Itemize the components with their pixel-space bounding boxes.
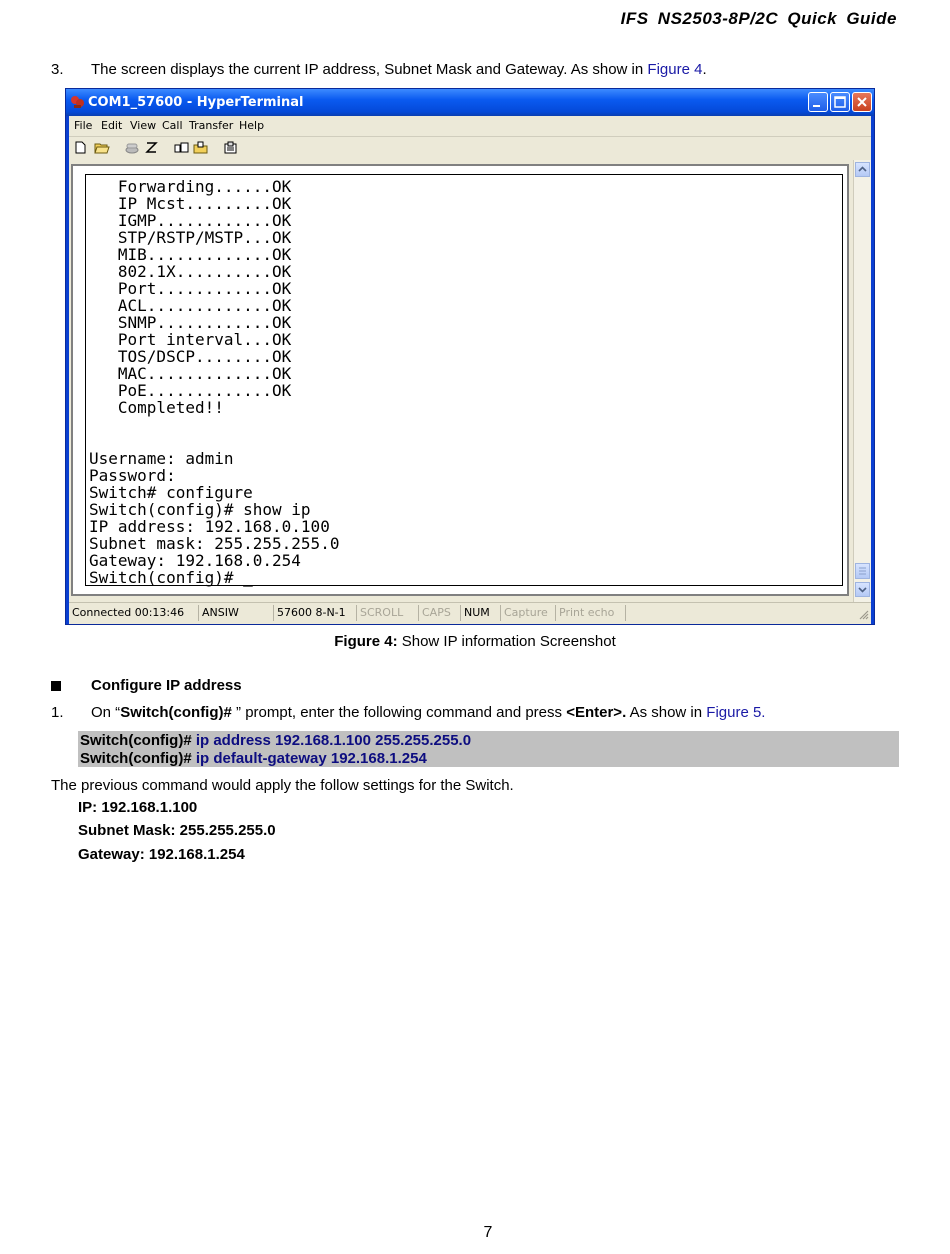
menu-file[interactable]: File — [74, 119, 93, 132]
scroll-thumb[interactable] — [855, 563, 870, 579]
figure-5-link[interactable]: Figure 5. — [706, 704, 766, 721]
menu-edit[interactable]: Edit — [101, 119, 123, 132]
maximize-button[interactable] — [830, 92, 850, 112]
terminal-screen[interactable] — [71, 164, 849, 596]
step-3-text: The screen displays the current IP address, Subnet Mask and Gateway. As show in — [91, 61, 648, 78]
scroll-down-button[interactable] — [855, 582, 870, 597]
status-print-echo: Print echo — [556, 605, 626, 621]
hyperterminal-window — [65, 88, 875, 625]
step-text — [91, 704, 765, 721]
step-number: 3. — [51, 61, 64, 78]
close-icon — [853, 93, 871, 111]
window-title: COM1_57600 - HyperTerminal — [88, 95, 304, 110]
properties-icon[interactable] — [223, 141, 239, 154]
bullet-square-icon — [51, 681, 61, 691]
status-bar — [69, 602, 871, 624]
page-number: 7 — [483, 1224, 493, 1241]
caption-text: Show IP information Screenshot — [397, 633, 616, 650]
step-3-period: . — [702, 61, 707, 78]
status-capture: Capture — [501, 605, 556, 621]
command-text: ip default-gateway 192.168.1.254 — [191, 750, 427, 767]
terminal-client-area — [69, 160, 871, 602]
menu-bar — [69, 116, 871, 136]
menu-view[interactable]: View — [130, 119, 157, 132]
step-text — [91, 61, 707, 78]
command-line — [80, 750, 427, 767]
step-1-post: As show in — [626, 704, 707, 721]
send-icon[interactable] — [174, 141, 190, 154]
status-port-settings: 57600 8-N-1 — [274, 605, 357, 621]
new-connection-icon[interactable] — [74, 141, 87, 154]
minimize-icon — [809, 93, 827, 111]
menu-call[interactable]: Call — [162, 119, 183, 132]
terminal-output: Forwarding......OK IP Mcst.........OK IGMP............OK STP/RSTP/MSTP...OK MIB.............OK 802.1X..........OK Port............OK ACL.............OK SNMP............OK Port interval...OK TOS/DSCP........OK MAC.............OK PoE.............OK Completed!! Username: admin Password: Switch# configure Switch(config)# show ip IP address: 192.168.0.100 Subnet mask: 255.255.255.0 Gateway: 192.168.0.254 Switch(config)# _ — [89, 177, 340, 587]
title-bar — [66, 89, 874, 116]
call-icon[interactable] — [124, 141, 140, 154]
document-header: IFS NS2503-8P/2C Quick Guide — [620, 9, 897, 28]
command-prompt: Switch(config)# — [80, 732, 192, 749]
enter-key: <Enter>. — [566, 704, 627, 721]
figure-4-caption — [0, 633, 950, 650]
receive-icon[interactable] — [193, 141, 209, 154]
chevron-up-icon — [856, 163, 869, 176]
step-1-pre: On “ — [91, 704, 121, 721]
setting-ip: IP: 192.168.1.100 — [78, 799, 198, 816]
status-num: NUM — [461, 605, 501, 621]
terminal-frame — [85, 174, 843, 586]
minimize-button[interactable] — [808, 92, 828, 112]
step-1 — [51, 704, 911, 722]
command-text: ip address 192.168.1.100 255.255.255.0 — [191, 732, 472, 749]
resize-grip-icon[interactable] — [857, 608, 869, 620]
step-1-mid: ” prompt, enter the following command and press — [231, 704, 567, 721]
step-3 — [51, 61, 911, 79]
disconnect-icon[interactable] — [145, 141, 158, 154]
prompt-name: Switch(config)# — [120, 704, 232, 721]
section-title: Configure IP address — [91, 677, 242, 694]
menu-help[interactable]: Help — [239, 119, 265, 132]
caption-label: Figure 4: — [334, 633, 398, 650]
status-scroll: SCROLL — [357, 605, 419, 621]
setting-gateway: Gateway: 192.168.1.254 — [78, 846, 245, 863]
hyperterminal-app-icon — [70, 94, 85, 109]
chevron-down-icon — [856, 583, 869, 596]
vertical-scrollbar[interactable] — [853, 160, 871, 602]
toolbar — [69, 136, 871, 161]
result-intro: The previous command would apply the follow settings for the Switch. — [51, 777, 514, 794]
figure-4-link[interactable]: Figure 4 — [647, 61, 703, 78]
menu-transfer[interactable]: Transfer — [189, 119, 234, 132]
setting-subnet-mask: Subnet Mask: 255.255.255.0 — [78, 822, 276, 839]
close-button[interactable] — [852, 92, 872, 112]
maximize-icon — [831, 93, 849, 111]
grip-icon — [856, 564, 869, 578]
status-connected: Connected 00:13:46 — [69, 605, 199, 621]
step-number: 1. — [51, 704, 64, 721]
open-icon[interactable] — [94, 141, 110, 154]
status-emulation: ANSIW — [199, 605, 274, 621]
status-caps: CAPS — [419, 605, 461, 621]
command-line — [80, 732, 471, 749]
command-prompt: Switch(config)# — [80, 750, 192, 767]
command-box — [78, 731, 899, 767]
scroll-up-button[interactable] — [855, 162, 870, 177]
